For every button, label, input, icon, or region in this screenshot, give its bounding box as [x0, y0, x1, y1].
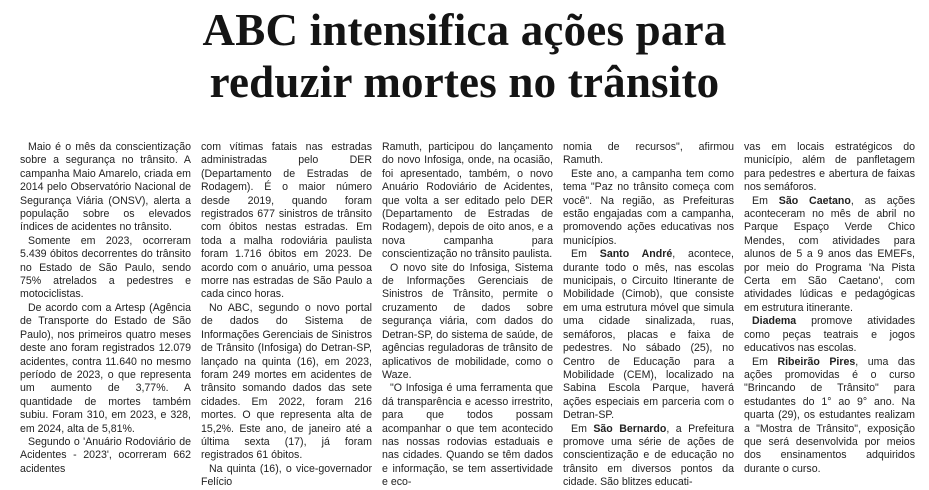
paragraph: Na quinta (16), o vice-governador Felício: [201, 462, 372, 489]
column-1: [20, 141, 191, 475]
column-4: [563, 141, 734, 489]
paragraph: De acordo com a Artesp (Agência de Transporte do Estado de São Paulo), nos primeiros quatro meses deste ano foram registrados 12.079 acidentes, contra 11.640 no mesmo período de 2023, o que representa um aumento de 3,77%. A quantidade de mortes também subiu. Foram 310, em 2023, e 328, em 2024, alta de 5,81%.: [20, 301, 191, 435]
paragraph: vas em locais estratégicos do município, além de panfletagem para pedestres e abertura de faixas nos semáforos.: [744, 141, 915, 194]
paragraph: Maio é o mês da conscientização sobre a segurança no trânsito. A campanha Maio Amarelo, criada em 2014 pelo Observatório Nacional de Segurança Viária (ONSV), alerta a população sobre os elevados índices de acidentes no trânsito.: [20, 141, 191, 234]
paragraph: Ramuth, participou do lançamento do novo Infosiga, onde, na ocasião, foi apresentado, também, o novo Anuário Rodoviário de Acidentes, que volta a ser editado pelo DER (Departamento de Estradas de Rodagem), depois de oito anos, e a nova campanha para conscientização no trânsito paulista.: [382, 141, 553, 261]
paragraph-text: , as ações aconteceram no mês de abril no Parque Espaço Verde Chico Mendes, com atividades para alunos de 5 a 9 anos das EMEFs, por meio do Programa 'Na Pista Certa em São Caetano', com atividades lúdicas e pedagógicas em estrutura itinerante.: [744, 194, 915, 314]
paragraph-text: , a Prefeitura promove uma série de ações de conscientização e de educação no trânsito em diversos pontos da cidade. São blitzes educati-: [563, 422, 734, 489]
paragraph-prefix: Em: [571, 248, 600, 261]
paragraph: No ABC, segundo o novo portal de dados do Sistema de Informações Gerenciais de Sinistros de Trânsito (Infosiga) do Detran-SP, lançado na quinta (16), em 2023, foram 249 mortes em acidentes de trânsito somando dados das sete cidades. Em 2022, foram 216 mortes. O que representa alta de 15,2%. Este ano, de janeiro até a última sexta (17), já foram registrados 61 óbitos.: [201, 301, 372, 462]
city-name: São Caetano: [778, 194, 851, 207]
paragraph-prefix: Em: [571, 422, 594, 435]
headline-line-1: ABC intensifica ações para: [202, 5, 727, 55]
paragraph: "O Infosiga é uma ferramenta que dá transparência e acesso irrestrito, para que todos possam acompanhar o que tem acontecido nas nossas rodovias estaduais e nas cidades. Quando se têm dados e informação, se tem assertividade e eco-: [382, 382, 553, 489]
paragraph: [563, 248, 734, 422]
column-2: [201, 141, 372, 489]
article-body: [20, 141, 918, 489]
paragraph: [744, 356, 915, 477]
paragraph: O novo site do Infosiga, Sistema de Informações Gerenciais de Sinistros de Trânsito, permite o cruzamento de dados sobre segurança viária, com dados do Detran-SP, do sistema de saúde, de agências reguladoras de trânsito de aplicativos de mobilidade, como o Waze.: [382, 261, 553, 381]
paragraph: com vítimas fatais nas estradas administradas pelo DER (Departamento de Estradas de Rodagem). É o maior número desde 2019, quando foram registrados 677 sinistros de trânsito com óbitos nestas estradas. Em toda a malha rodoviária paulista foram 1.716 óbitos em 2023. De acordo com o anuário, uma pessoa morre nas estradas de São Paulo a cada cinco horas.: [201, 141, 372, 301]
paragraph-text: , uma das ações promovidas é o curso "Brincando de Trânsito" para estudantes do 1° ao 9° ano. Na quarta (29), os estudantes realizam a "Mostra de Trânsito", exposição que será desenvolvida por meios dos ensinamentos adquiridos durante o curso.: [744, 355, 915, 475]
paragraph-text: , acontece, durante todo o mês, nas escolas municipais, o Circuito Itinerante de Mobilidade (Cimob), que consiste em uma estrutura móvel que simula uma cidade sinalizada, ruas, semáforos, placas e faixa de pedestres. No sábado (25), no Centro de Educação para a Mobilidade (CEM), localizado na Sabina Escola Parque, haverá ações especiais em parceria com o Detran-SP.: [563, 248, 734, 422]
paragraph: Somente em 2023, ocorreram 5.439 óbitos decorrentes do trânsito no Estado de São Paulo, sendo 75% atrelados a pedestres e motociclistas.: [20, 234, 191, 301]
paragraph: [744, 315, 915, 355]
paragraph-text: promove atividades como peças teatrais e jogos educativos nas escolas.: [744, 315, 915, 355]
city-name: Santo André: [599, 248, 673, 261]
column-3: [382, 141, 553, 489]
paragraph: nomia de recursos", afirmou Ramuth.: [563, 141, 734, 167]
headline-line-2: reduzir mortes no trânsito: [209, 57, 720, 107]
paragraph: Este ano, a campanha tem como tema "Paz no trânsito começa com você". Na região, as Prefeituras estão engajadas com a campanha, promovendo ações educativas nos municípios.: [563, 167, 734, 247]
column-5: [744, 141, 915, 475]
headline: [0, 4, 929, 108]
city-name: São Bernardo: [593, 422, 667, 435]
city-name: Ribeirão Pires: [777, 355, 856, 368]
paragraph-prefix: Em: [752, 194, 779, 207]
paragraph: [563, 423, 734, 490]
paragraph: [744, 195, 915, 316]
city-name: Diadema: [752, 315, 797, 328]
paragraph-prefix: Em: [752, 355, 778, 368]
paragraph: Segundo o 'Anuário Rodoviário de Acidentes - 2023', ocorreram 662 acidentes: [20, 435, 191, 475]
